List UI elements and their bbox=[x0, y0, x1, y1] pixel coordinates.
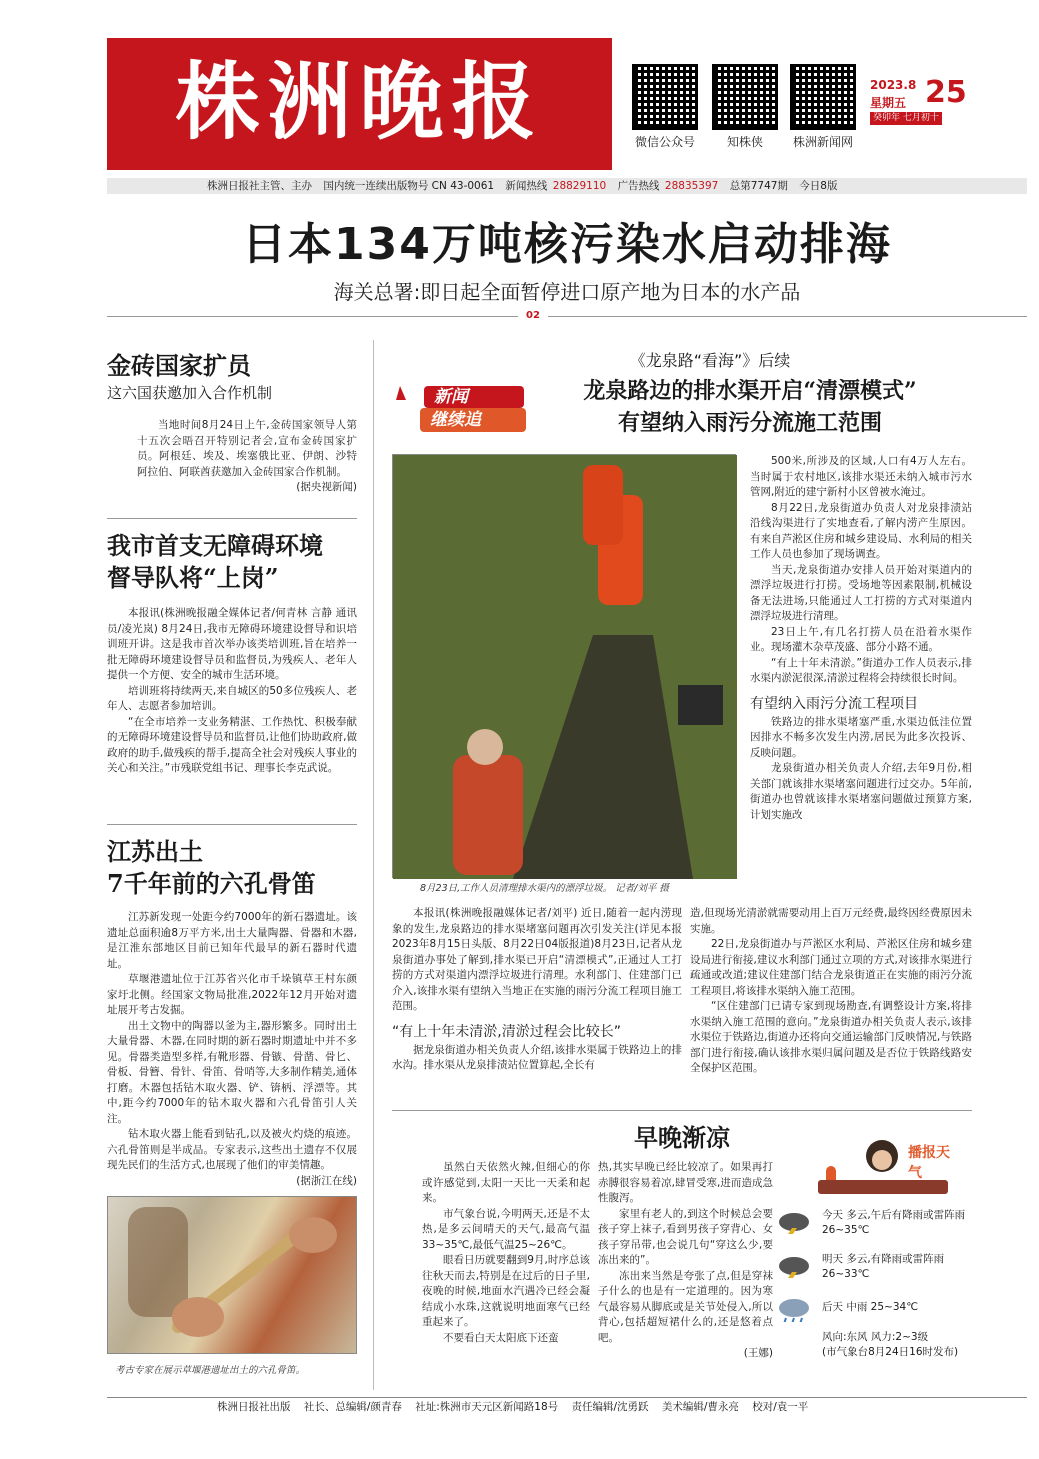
forecast-day: 后天 bbox=[822, 1301, 843, 1313]
weather-c1-p2: 市气象台说,今明两天,还是不太热,是多云间晴天的天气,最高气温33~35℃,最低气温25~26℃。 bbox=[422, 1207, 590, 1251]
article-flute bbox=[107, 836, 357, 1189]
drain-right-p6: 铁路边的排水渠堵塞严重,水渠边低洼位置因排水不畅多次发生内涝,居民为此多次投诉、反映问题。 bbox=[750, 715, 972, 759]
brics-source: (据央视新闻) bbox=[296, 481, 357, 493]
flute-p2: 草堰港遗址位于江苏省兴化市千垛镇草王村东颜家圩北侧。经国家文物局批准,2022年12月开始对遗址展开考古发掘。 bbox=[107, 973, 357, 1016]
thunderstorm-icon bbox=[778, 1254, 810, 1278]
drain-right-p2: 8月22日,龙泉街道办负责人对龙泉排渍站沿线沟渠进行了实地查看,了解内涝产生原因。有来自芦淞区住房和城乡建设局、水利局的相关工作人员也参加了现场调查。 bbox=[750, 501, 972, 560]
brics-title[interactable]: 金砖国家扩员 bbox=[107, 351, 251, 380]
weather-title[interactable]: 早晚渐凉 bbox=[634, 1123, 730, 1152]
footer-president: 社长、总编辑/颜青春 bbox=[303, 1401, 402, 1413]
drain-right-p7: 龙泉街道办相关负责人介绍,去年9月份,相关部门就该排水渠堵塞问题进行过交办。5年前,街道办也曾就该排水渠堵塞问题做过预算方案,计划实施改 bbox=[750, 762, 972, 821]
flute-p3: 出土文物中的陶器以釜为主,器形繁多。同时出土大量骨器、木器,在同时期的新石器时期遗址中并不多见。骨器类造型多样,有靴形器、骨镞、骨凿、骨匕、骨板、骨簪、骨针、骨笛、骨哨等,大多制作精美,通体打磨。木器包括钻木取火器、铲、锛柄、浮漂等。其中,距今约7000年的钻木取火器和六孔骨笛引人关注。 bbox=[107, 1019, 357, 1125]
divider bbox=[107, 824, 357, 825]
drain-left-p2: 据龙泉街道办相关负责人介绍,该排水渠属于铁路边上的排水沟。排水渠从龙泉排渍站位置算起,全长有 bbox=[392, 1043, 682, 1071]
qr-code-icon bbox=[712, 64, 778, 130]
hand-shape bbox=[172, 1297, 224, 1337]
rain-cloud-icon bbox=[778, 1298, 810, 1322]
forecast-day: 明天 bbox=[822, 1253, 843, 1265]
article-barrier-free bbox=[107, 530, 357, 777]
info-issue: 总第7747期 bbox=[729, 180, 788, 192]
weather-c1-p4: 不要看白天太阳底下还蛮 bbox=[443, 1331, 559, 1344]
flute-caption: 考古专家在展示草堰港遗址出土的六孔骨笛。 bbox=[115, 1365, 306, 1376]
weather-c2-p2: 家里有老人的,到这个时候总会要孩子穿上袜子,看到男孩子穿背心、女孩子穿吊带,也会说几句“穿这么少,要冻出来的”。 bbox=[598, 1207, 773, 1266]
forecast-desc: 多云,午后有降雨或雷阵雨 26~35℃ bbox=[822, 1209, 966, 1236]
bone-flute-illustration bbox=[108, 1197, 358, 1355]
flute-title-1[interactable]: 江苏出土 bbox=[107, 837, 203, 866]
info-ad: 28835397 bbox=[664, 180, 719, 192]
forecast-desc: 多云,有降雨或雷阵雨 26~33℃ bbox=[822, 1253, 945, 1280]
masthead bbox=[107, 38, 612, 170]
flute-p1: 江苏新发现一处距今约7000年的新石器遗址。该遗址总面积逾8万平方米,出土大量陶器、骨器和木器,是江淮东部地区目前已知年代最早的新石器时代遗址。 bbox=[107, 911, 357, 970]
page-ref[interactable]: 02 bbox=[518, 310, 548, 321]
forecast-desc: 中雨 25~34℃ bbox=[846, 1301, 918, 1313]
worker-vest bbox=[453, 755, 523, 875]
worker-head bbox=[467, 729, 503, 765]
drain-left-p1: 本报讯(株洲晚报融媒体记者/刘平) 近日,随着一起内涝现象的发生,龙泉路边的排水渠堵塞问题再次引发关注(详见本报2023年8月15日头版、8月22日04版报道)8月23日,记者从龙泉街道办事处了解到,排水渠已开启“清漂模式”,正通过人工打捞的方式对渠道内漂浮垃圾进行清理。水利部门、住建部门已介入,该排水渠有望纳入当地正在实施的雨污分流工程项目施工范围。 bbox=[392, 907, 682, 1012]
qr-news-site[interactable] bbox=[790, 64, 856, 130]
pot-shape bbox=[128, 1207, 188, 1317]
wind-info: 风向:东风 风力:2~3级 bbox=[822, 1331, 929, 1343]
info-hotline-label: 新闻热线 bbox=[505, 180, 548, 192]
drain-right-bottom bbox=[690, 906, 972, 1077]
forecast-today-text bbox=[822, 1208, 974, 1238]
barrier-free-title-2[interactable]: 督导队将“上岗” bbox=[107, 563, 279, 592]
flute-body bbox=[107, 910, 357, 1189]
footer-art: 美术编辑/曹永亮 bbox=[661, 1401, 739, 1413]
drain-right-p4: 23日上午,有几名打捞人员在沿着水渠作业。现场灌木杂草茂盛、部分小路不通。 bbox=[750, 625, 972, 653]
barrier-free-p3: “在全市培养一支业务精湛、工作热忱、积极奉献的无障碍环境建设督导员和监督员,让他们协助政府,做政府的助手,做残疾的帮手,提高全社会对残疾人事业的关心和关注。”市残联党组书记、理事长李克武说。 bbox=[107, 715, 357, 774]
thunderstorm-icon bbox=[778, 1210, 810, 1234]
weather-c2-p3: 冻出来当然是夸张了点,但是穿袜子什么的也是有一定道理的。因为寒气最容易从脚底或是关节处侵入,所以背心,包括超短裙什么的,还是悠着点吧。 bbox=[598, 1269, 773, 1344]
drain-right-p3: 当天,龙泉街道办安排人员开始对渠道内的漂浮垃圾进行打捞。受场地等因素限制,机械设备无法进场,只能通过人工打捞的方式对渠道内漂浮垃圾进行清理。 bbox=[750, 563, 972, 622]
info-publisher: 株洲日报社主管、主办 bbox=[207, 180, 312, 192]
badge-banner bbox=[818, 1180, 948, 1194]
drain-kicker: 《龙泉路“看海”》后续 bbox=[629, 351, 791, 370]
drain-photo bbox=[392, 454, 736, 878]
debris bbox=[678, 685, 723, 725]
drain-title-2[interactable]: 有望纳入雨污分流施工范围 bbox=[617, 410, 882, 436]
badge-line1: 新闻 bbox=[434, 387, 468, 407]
barrier-free-p2: 培训班将持续两天,来自城区的50多位残疾人、老年人、志愿者参加培训。 bbox=[107, 684, 357, 712]
forecast-day: 今天 bbox=[822, 1209, 843, 1221]
brics-deck: 这六国获邀加入合作机制 bbox=[107, 384, 273, 402]
brics-paragraph: 当地时间8月24日上午,金砖国家领导人第十五次会晤召开特别记者会,宣布金砖国家扩员。阿根廷、埃及、埃塞俄比亚、伊朗、沙特阿拉伯、阿联酋获邀加入金砖国家合作机制。 bbox=[137, 419, 357, 478]
bone-flute-photo bbox=[107, 1196, 357, 1354]
drain-rb-p3: “区住建部门已请专家到现场勘查,有调整设计方案,将排水渠纳入施工范围的意向。”龙泉街道办相关负责人表示,该排水渠位于铁路边,街道办还将向交通运输部门反映情况,与铁路部门进行衔接,确认该排水渠归属问题及是否位于铁路线路安全保护区范围。 bbox=[690, 1000, 972, 1074]
weather-badge-label: 播报天气 bbox=[908, 1145, 950, 1181]
date-lunar: 癸卯年 七月初十 bbox=[870, 112, 942, 125]
drain-right-p5: “有上十年未清淤。”街道办工作人员表示,排水渠内淤泥很深,清淤过程将会持续很长时间。 bbox=[750, 656, 972, 684]
qr-label-wechat: 微信公众号 bbox=[634, 135, 695, 149]
barrier-free-p1: 本报讯(株洲晚报融全媒体记者/何青林 言静 通讯员/凌光岚) 8月24日,我市无障碍环境建设督导和识培训班开讲。这是我市首次举办该类培训班,旨在培养一批无障碍环境建设督导员和监督员,为残疾人、老年人提供一个方便、安全的城市生活环境。 bbox=[107, 607, 357, 681]
date-year-month: 2023.8 bbox=[870, 78, 917, 92]
forecast-day-after bbox=[778, 1294, 978, 1330]
date-block bbox=[870, 75, 1028, 126]
badge-line2: 继续追 bbox=[430, 410, 481, 430]
lead-subheadline: 海关总署:即日起全面暂停进口原产地为日本的水产品 bbox=[333, 280, 801, 304]
weather-c2-p1: 热,其实早晚已经比较凉了。如果再打赤膊很容易着凉,肆冒受寒,进而造成急性腹泻。 bbox=[598, 1161, 773, 1204]
lead-headline[interactable]: 日本134万吨核污染水启动排海 bbox=[242, 219, 892, 270]
drain-rb-p2: 22日,龙泉街道办与芦淞区水利局、芦淞区住房和城乡建设局进行衔接,建议水利部门通过立项的方式,对该排水渠进行疏通或改道;建议住建部门结合龙泉街道正在实施的雨污分流工程项目,将该排水渠纳入施工范围。 bbox=[690, 938, 972, 997]
footer-editor: 责任编辑/沈勇跃 bbox=[571, 1401, 649, 1413]
info-cn: 国内统一连续出版物号 CN 43-0061 bbox=[323, 180, 495, 192]
brics-body bbox=[107, 418, 357, 496]
qr-wechat[interactable] bbox=[632, 64, 698, 130]
drain-right-body bbox=[750, 454, 972, 823]
forecast-list bbox=[778, 1206, 978, 1360]
qr-label-news-site: 株洲新闻网 bbox=[792, 135, 853, 149]
forecast-tomorrow bbox=[778, 1250, 978, 1294]
drain-title-1[interactable]: 龙泉路边的排水渠开启“清漂模式” bbox=[583, 378, 917, 404]
drain-rb-p1: 造,但现场光清淤就需要动用上百万元经费,最终因经费原因未实施。 bbox=[690, 907, 972, 935]
flute-source: (据浙江在线) bbox=[296, 1174, 357, 1187]
footer bbox=[107, 1397, 1027, 1415]
article-brics bbox=[107, 350, 357, 496]
info-bar bbox=[107, 178, 1027, 194]
column-divider bbox=[373, 340, 374, 1390]
barrier-free-body bbox=[107, 606, 357, 777]
qr-zhizhuxia[interactable] bbox=[712, 64, 778, 130]
info-ad-label: 广告热线 bbox=[617, 180, 660, 192]
drain-sub2: “有上十年未清淤,清淤过程会比较长” bbox=[392, 1023, 621, 1040]
drain-photo-caption: 8月23日,工作人员清理排水渠内的漂浮垃圾。 记者/刘平 摄 bbox=[420, 883, 669, 894]
forecast-today bbox=[778, 1206, 978, 1250]
weather-c1-p3: 眼看日历就要翻到9月,时序总该往秋天而去,特别是在过后的日子里,夜晚的时候,地面水汽遇冷已经会凝结成小水珠,这就说明地面寒气已经重起来了。 bbox=[422, 1254, 590, 1328]
forecast-day-after-text bbox=[822, 1300, 974, 1315]
masthead-title: 株洲晚报 bbox=[175, 52, 544, 151]
qr-label-zhizhuxia: 知株侠 bbox=[726, 135, 763, 149]
weather-byline: (王娜) bbox=[743, 1347, 773, 1359]
forecast-note: (市气象台8月24日16时发布) bbox=[822, 1346, 959, 1358]
weather-badge bbox=[812, 1136, 952, 1196]
drain-left-body bbox=[392, 906, 682, 1074]
drain-right-p1: 500米,所涉及的区域,人口有4万人左右。当时属于农村地区,该排水渠还未纳入城市污水管网,附近的建宁新村小区曾被水淹过。 bbox=[750, 455, 972, 498]
info-pages: 今日8版 bbox=[799, 180, 838, 192]
divider bbox=[107, 518, 357, 519]
divider bbox=[392, 1110, 972, 1111]
forecast-tomorrow-text bbox=[822, 1252, 974, 1282]
hand-shape bbox=[289, 1217, 337, 1253]
flute-title-2[interactable]: 7千年前的六孔骨笛 bbox=[107, 869, 316, 898]
drain-sub1: 有望纳入雨污分流工程项目 bbox=[750, 695, 918, 712]
date-day: 25 bbox=[925, 75, 967, 110]
qr-code-icon bbox=[632, 64, 698, 130]
presenter-face bbox=[872, 1150, 892, 1170]
drain-photo-illustration bbox=[393, 455, 737, 879]
qr-code-icon bbox=[790, 64, 856, 130]
divider bbox=[107, 316, 1027, 317]
badge-flame bbox=[396, 386, 406, 400]
footer-address: 社址:株洲市天元区新闻路18号 bbox=[415, 1401, 559, 1413]
weather-col2 bbox=[598, 1160, 773, 1362]
news-followup-badge bbox=[394, 380, 534, 436]
flute-p4: 钻木取火器上能看到钻孔,以及被火灼烧的痕迹。六孔骨笛则是半成品。专家表示,这些出土遗存不仅展现先民们的生活方式,也展现了他们的审美情趣。 bbox=[107, 1128, 357, 1171]
weather-col1 bbox=[422, 1160, 590, 1346]
footer-publisher: 株洲日报社出版 bbox=[217, 1401, 291, 1413]
weather-c1-p1: 虽然白天依然火辣,但细心的你或许感觉到,太阳一天比一天柔和起来。 bbox=[422, 1161, 590, 1204]
info-hotline: 28829110 bbox=[552, 180, 607, 192]
barrier-free-title-1[interactable]: 我市首支无障碍环境 bbox=[107, 531, 323, 560]
footer-proof: 校对/袁一平 bbox=[752, 1401, 809, 1413]
date-weekday: 星期五 bbox=[870, 96, 907, 110]
worker-vest bbox=[583, 465, 623, 545]
